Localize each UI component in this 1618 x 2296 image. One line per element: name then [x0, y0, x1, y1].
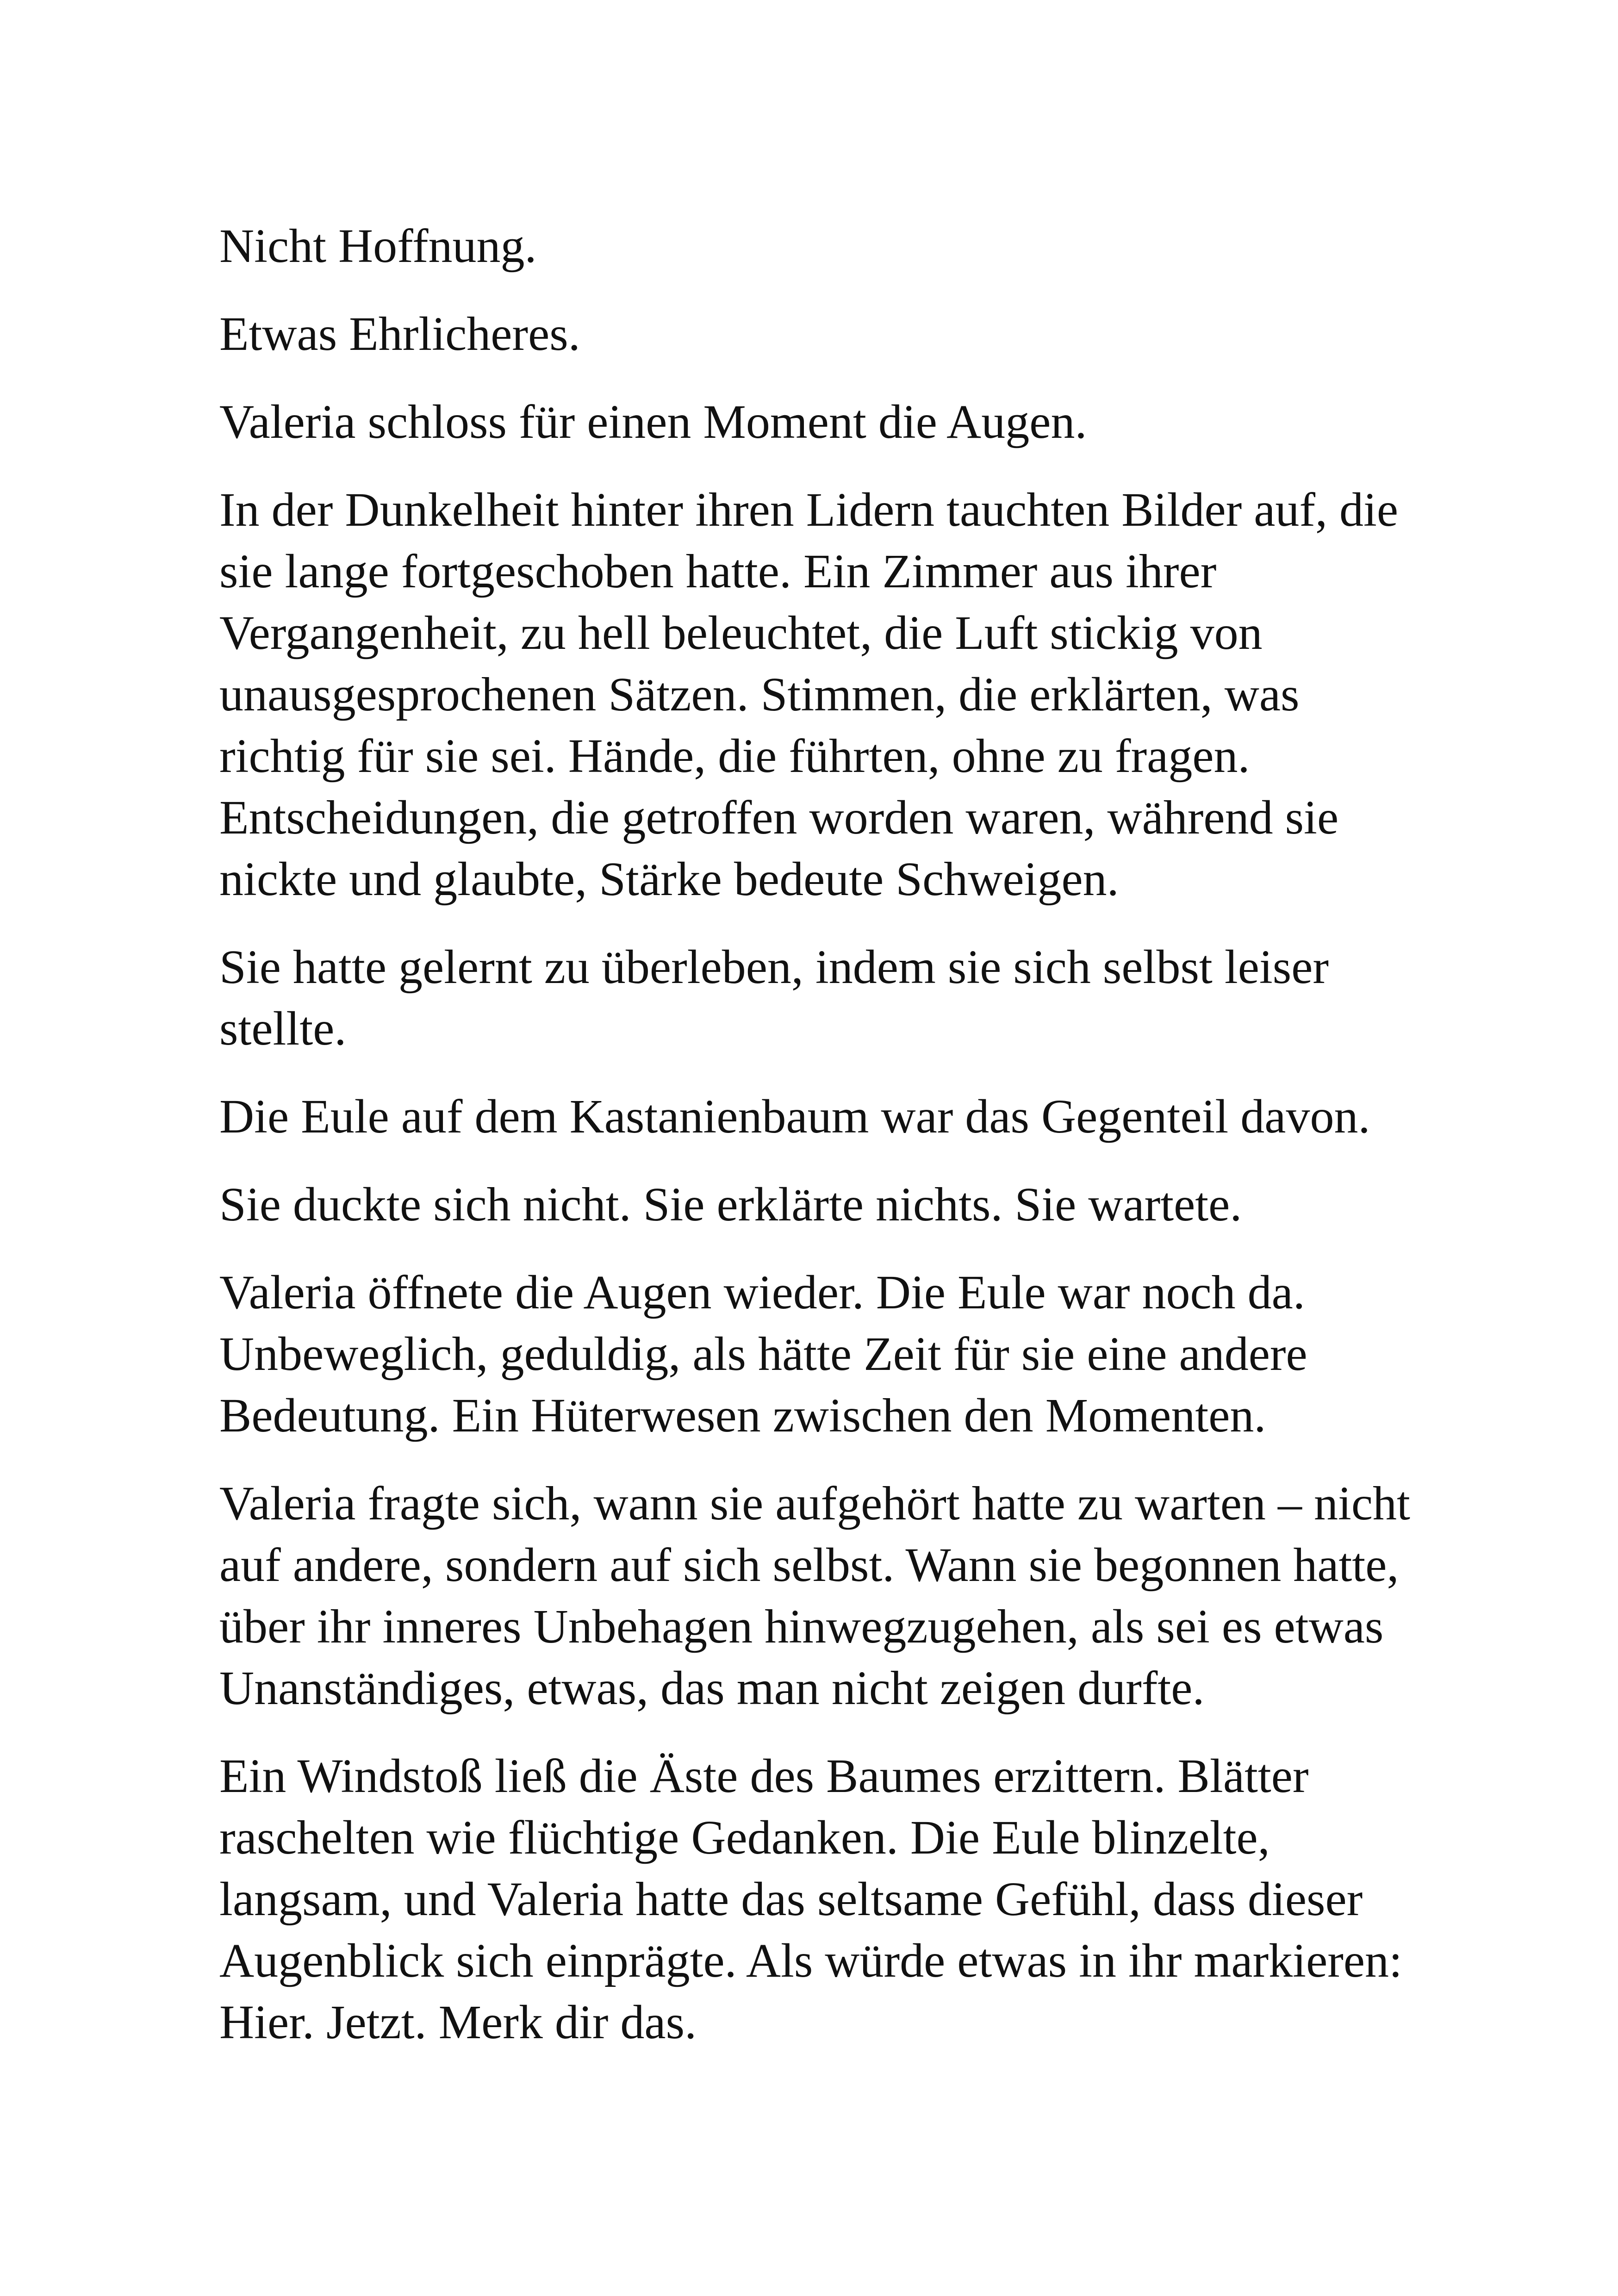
paragraph: Etwas Ehrlicheres. [219, 307, 580, 361]
paragraph: Nicht Hoffnung. [219, 219, 537, 273]
paragraph: Ein Windstoß ließ die Äste des Baumes erzittern. Blätter raschelten wie flüchtige Gedanken. Die Eule blinzelte, langsam, und Valeria hatte das seltsame Gefühl, dass dieser Augenblick sich einprägte. Als würde etwas in ihr markieren: Hier. Jetzt. Merk dir das. [219, 1749, 1402, 2049]
paragraph: Sie duckte sich nicht. Sie erklärte nichts. Sie wartete. [219, 1178, 1242, 1231]
body-text [219, 215, 1413, 2079]
paragraph: Sie hatte gelernt zu überleben, indem sie sich selbst leiser stellte. [219, 940, 1329, 1055]
paragraph: Die Eule auf dem Kastanienbaum war das Gegenteil davon. [219, 1090, 1370, 1143]
paragraph: Valeria schloss für einen Moment die Augen. [219, 395, 1087, 448]
paragraph: Valeria fragte sich, wann sie aufgehört hatte zu warten – nicht auf andere, sondern auf sich selbst. Wann sie begonnen hatte, über ihr inneres Unbehagen hinwegzugehen, als sei es etwas Unanständiges, etwas, das man nicht zeigen durfte. [219, 1477, 1410, 1715]
paragraph: In der Dunkelheit hinter ihren Lidern tauchten Bilder auf, die sie lange fortgeschoben hatte. Ein Zimmer aus ihrer Vergangenheit, zu hell beleuchtet, die Luft stickig von unausgesprochenen Sätzen. Stimmen, die erklärten, was richtig für sie sei. Hände, die führten, ohne zu fragen. Entscheidungen, die getroffen worden waren, während sie nickte und glaubte, Stärke bedeute Schweigen. [219, 483, 1399, 906]
paragraph: Valeria öffnete die Augen wieder. Die Eule war noch da. Unbeweglich, geduldig, als hätte Zeit für sie eine andere Bedeutung. Ein Hüterwesen zwischen den Momenten. [219, 1266, 1307, 1442]
